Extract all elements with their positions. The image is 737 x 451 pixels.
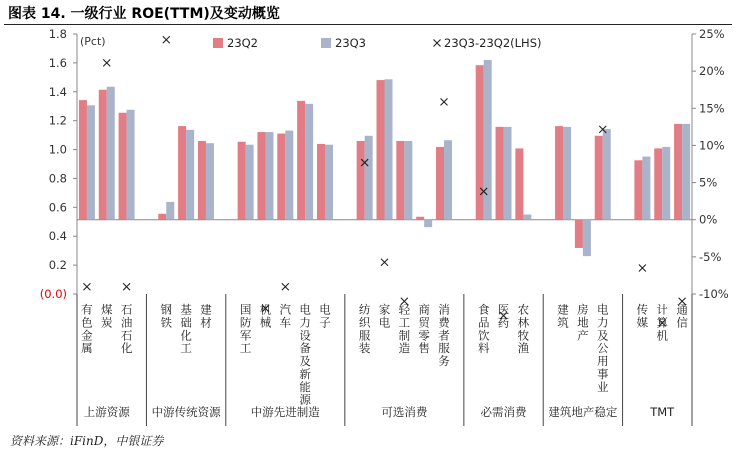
- bar-23q3: [246, 145, 254, 220]
- category-label: 建材: [200, 302, 212, 330]
- bar-23q3: [305, 104, 313, 220]
- legend-label-23q3: 23Q3: [335, 36, 367, 50]
- delta-mark: [441, 98, 448, 105]
- bar-23q2: [396, 141, 404, 220]
- bar-23q3: [365, 136, 373, 220]
- category-label: 农林牧渔: [517, 302, 530, 356]
- category-label: 基础化工: [180, 302, 192, 356]
- bar-23q2: [277, 134, 285, 220]
- right-tick-label: 5%: [699, 175, 718, 190]
- bar-23q3: [385, 79, 393, 219]
- bar-23q3: [523, 215, 531, 220]
- bar-23q3: [583, 220, 591, 256]
- legend-swatch-delta: [434, 40, 441, 47]
- group-label: 上游资源: [83, 405, 130, 419]
- bar-23q2: [436, 147, 444, 220]
- right-tick-label: 10%: [699, 138, 725, 153]
- group-label: 必需消费: [480, 405, 527, 419]
- category-label: 汽车: [279, 302, 292, 330]
- bar-23q2: [198, 141, 206, 220]
- bar-23q2: [674, 124, 682, 220]
- category-label: 电力设备及新能源: [299, 302, 311, 407]
- bar-23q3: [504, 127, 512, 220]
- category-label: 计算机: [656, 302, 668, 343]
- delta-mark: [381, 259, 388, 266]
- delta-mark: [282, 283, 289, 290]
- category-label: 食品饮料: [477, 302, 490, 356]
- delta-mark: [123, 283, 130, 290]
- legend-label-delta: 23Q3-23Q2(LHS): [444, 36, 542, 50]
- unit-label: (Pct): [80, 35, 106, 48]
- legend-label-23q2: 23Q2: [227, 36, 259, 50]
- right-tick-label: -5%: [699, 249, 722, 264]
- left-tick-label: 1.0: [48, 142, 67, 157]
- category-label: 煤炭: [101, 302, 113, 330]
- group-label: 中游先进制造: [250, 405, 320, 419]
- category-label: 电力及公用事业: [596, 302, 609, 394]
- left-tick-label: 1.6: [48, 55, 67, 70]
- category-label: 轻工制造: [398, 302, 411, 356]
- bar-23q3: [325, 145, 333, 220]
- left-tick-label: 0.2: [48, 258, 67, 273]
- bar-23q2: [515, 148, 523, 219]
- bar-23q2: [575, 220, 583, 248]
- legend: [213, 36, 541, 50]
- bar-23q3: [563, 127, 571, 220]
- bar-23q2: [496, 127, 504, 220]
- delta-mark: [639, 265, 646, 272]
- category-label: 建筑: [557, 302, 569, 330]
- bar-23q2: [297, 101, 305, 220]
- bar-23q2: [634, 160, 642, 219]
- right-tick-label: -10%: [699, 287, 729, 301]
- bar-23q2: [595, 136, 603, 220]
- category-label: 房地产: [577, 302, 589, 343]
- group-label: 中游传统资源: [151, 405, 221, 419]
- delta-mark: [103, 59, 110, 66]
- bar-23q2: [555, 126, 563, 220]
- bar-23q3: [404, 141, 412, 220]
- category-label: 有色金属: [81, 302, 93, 356]
- category-label: 国防军工: [239, 302, 252, 356]
- bar-23q3: [107, 87, 115, 220]
- bar-23q3: [166, 202, 174, 220]
- group-label: 建筑地产稳定: [548, 405, 618, 419]
- group-label: 可选消费: [381, 405, 428, 419]
- category-label: 通信: [676, 302, 688, 330]
- bar-23q3: [87, 105, 95, 219]
- right-tick-label: 0%: [699, 212, 718, 227]
- category-label: 钢铁: [160, 302, 173, 330]
- delta-mark: [83, 283, 90, 290]
- left-tick-label: 0.6: [48, 200, 67, 215]
- bar-23q2: [238, 142, 246, 220]
- bar-23q3: [484, 60, 492, 220]
- bar-23q2: [178, 126, 186, 220]
- right-tick-label: 20%: [699, 64, 725, 79]
- bar-23q3: [265, 132, 273, 220]
- bar-23q3: [444, 140, 452, 219]
- bar-23q3: [206, 143, 214, 220]
- bars: [79, 60, 690, 256]
- bar-23q3: [662, 147, 670, 220]
- category-label: 消费者服务: [438, 302, 450, 369]
- category-label: 纺织服装: [358, 302, 371, 356]
- bar-23q3: [285, 131, 293, 220]
- bar-23q3: [642, 157, 650, 220]
- left-tick-label: (0.0): [39, 287, 67, 301]
- bar-23q2: [317, 144, 325, 220]
- bar-23q2: [99, 90, 107, 220]
- category-label: 电子: [319, 302, 331, 330]
- category-label: 家电: [378, 302, 391, 330]
- bar-23q3: [186, 130, 194, 220]
- bar-23q3: [682, 124, 690, 220]
- legend-swatch-23q2: [213, 38, 223, 48]
- bar-23q2: [654, 148, 662, 219]
- category-labels: [81, 303, 688, 407]
- left-tick-label: 1.4: [48, 84, 67, 99]
- bar-23q3: [603, 129, 611, 220]
- bar-23q2: [257, 132, 265, 220]
- category-label: 商贸零售: [418, 302, 430, 356]
- chart-title: 图表 14. 一级行业 ROE(TTM)及变动概览: [8, 6, 280, 22]
- left-tick-label: 0.4: [48, 229, 67, 244]
- left-tick-label: 1.8: [48, 27, 67, 41]
- category-label: 医药: [497, 302, 510, 330]
- bar-23q2: [357, 141, 365, 220]
- legend-swatch-23q3: [321, 38, 331, 48]
- bar-23q2: [416, 217, 424, 220]
- right-tick-label: 25%: [699, 27, 725, 41]
- bar-23q2: [158, 214, 166, 220]
- right-tick-label: 15%: [699, 101, 725, 116]
- left-tick-label: 0.8: [48, 171, 67, 186]
- delta-mark: [163, 36, 170, 43]
- bar-23q3: [424, 220, 432, 227]
- category-label: 石油石化: [120, 302, 133, 356]
- left-tick-label: 1.2: [48, 113, 67, 128]
- source-note: 资料来源：iFinD，中银证券: [10, 434, 164, 448]
- bar-23q2: [119, 113, 127, 220]
- category-label: 机械: [259, 302, 272, 330]
- category-label: 传媒: [636, 302, 649, 330]
- group-label: TMT: [650, 405, 675, 419]
- bar-23q2: [377, 80, 385, 220]
- bar-23q3: [127, 110, 135, 220]
- bar-23q2: [79, 100, 87, 220]
- bar-23q2: [476, 65, 484, 220]
